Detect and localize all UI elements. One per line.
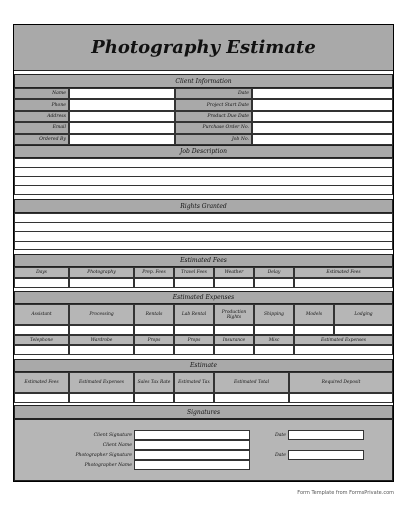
estimate-value-cell[interactable] (214, 393, 289, 403)
expenses-column-header: Lodging (334, 304, 393, 325)
rights-granted-header: Rights Granted (14, 199, 393, 213)
expenses-value-cell[interactable] (134, 345, 174, 355)
client-input[interactable] (252, 111, 393, 122)
estimate-header: Estimate (14, 359, 393, 372)
fees-value-cell[interactable] (14, 278, 69, 288)
estimate-value-cell[interactable] (134, 393, 174, 403)
signature-field[interactable] (134, 440, 250, 450)
expenses-column-header: Wardrobe (69, 335, 134, 345)
fees-column-header: Days (14, 267, 69, 278)
expenses-column-header: Estimated Expenses (294, 335, 393, 345)
signature-label: Photographer Name (84, 462, 132, 468)
expenses-column-header: Processing (69, 304, 134, 325)
expenses-value-cell[interactable] (174, 345, 214, 355)
date-label: Date (275, 432, 286, 438)
estimate-value-cell[interactable] (14, 393, 69, 403)
expenses-value-cell[interactable] (214, 325, 254, 335)
fees-column-header: Estimated Fees (294, 267, 393, 278)
client-label: Job No. (175, 134, 252, 145)
client-label: Phone (14, 99, 69, 110)
client-label: Ordered By (14, 134, 69, 145)
job-description-header: Job Description (14, 145, 393, 158)
expenses-column-header: Insurance (214, 335, 254, 345)
fees-column-header: Prep. Fees (134, 267, 174, 278)
expenses-value-cell[interactable] (254, 345, 294, 355)
client-input[interactable] (252, 122, 393, 133)
signature-label: Photographer Signature (75, 452, 132, 458)
fees-value-cell[interactable] (214, 278, 254, 288)
job-line (14, 176, 393, 177)
job-line (14, 167, 393, 168)
expenses-column-header: Props (174, 335, 214, 345)
client-label: Product Due Date (175, 111, 252, 122)
expenses-value-cell[interactable] (214, 345, 254, 355)
expenses-column-header: Production Rights (214, 304, 254, 325)
expenses-column-header: Rentals (134, 304, 174, 325)
expenses-value-cell[interactable] (69, 345, 134, 355)
client-input[interactable] (252, 88, 393, 99)
estimate-value-cell[interactable] (69, 393, 134, 403)
fees-value-cell[interactable] (69, 278, 134, 288)
fees-column-header: Delay (254, 267, 294, 278)
date-field[interactable] (288, 450, 364, 460)
fees-value-cell[interactable] (294, 278, 393, 288)
date-label: Date (275, 452, 286, 458)
client-input[interactable] (69, 122, 175, 133)
rights-line (14, 222, 393, 223)
rights-line (14, 231, 393, 232)
expenses-column-header: Assistant (14, 304, 69, 325)
client-label: Project Start Date (175, 99, 252, 110)
client-info-header: Client Information (14, 74, 393, 88)
client-label: Purchase Order No. (175, 122, 252, 133)
expenses-column-header: Lab Rental (174, 304, 214, 325)
client-label: Name (14, 88, 69, 99)
expenses-column-header: Misc (254, 335, 294, 345)
signature-label: Client Signature (93, 432, 132, 438)
signature-field[interactable] (134, 430, 250, 440)
estimate-value-cell[interactable] (174, 393, 214, 403)
estimate-value-cell[interactable] (289, 393, 393, 403)
footer-credit: Form Template from FormsPrivate.com (297, 490, 394, 496)
fees-value-cell[interactable] (174, 278, 214, 288)
expenses-value-cell[interactable] (69, 325, 134, 335)
client-label: Email (14, 122, 69, 133)
page-title: Photography Estimate (14, 25, 393, 71)
estimated-expenses-header: Estimated Expenses (14, 291, 393, 304)
date-field[interactable] (288, 430, 364, 440)
client-label: Date (175, 88, 252, 99)
fees-value-cell[interactable] (134, 278, 174, 288)
estimate-column-header: Estimated Expenses (69, 372, 134, 393)
expenses-value-cell[interactable] (134, 325, 174, 335)
client-input[interactable] (252, 134, 393, 145)
expenses-value-cell[interactable] (334, 325, 393, 335)
estimate-column-header: Estimated Fees (14, 372, 69, 393)
expenses-value-cell[interactable] (294, 345, 393, 355)
expenses-value-cell[interactable] (254, 325, 294, 335)
client-input[interactable] (69, 134, 175, 145)
estimate-column-header: Sales Tax Rate (134, 372, 174, 393)
client-input[interactable] (69, 99, 175, 110)
client-input[interactable] (252, 99, 393, 110)
estimated-fees-header: Estimated Fees (14, 254, 393, 267)
signature-field[interactable] (134, 450, 250, 460)
estimate-column-header: Estimated Tax (174, 372, 214, 393)
expenses-column-header: Telephone (14, 335, 69, 345)
fees-column-header: Travel Fees (174, 267, 214, 278)
client-input[interactable] (69, 111, 175, 122)
expenses-value-cell[interactable] (174, 325, 214, 335)
rights-line (14, 241, 393, 242)
fees-column-header: Weather (214, 267, 254, 278)
client-input[interactable] (69, 88, 175, 99)
client-label: Address (14, 111, 69, 122)
expenses-column-header: Models (294, 304, 334, 325)
expenses-value-cell[interactable] (294, 325, 334, 335)
fees-column-header: Photography (69, 267, 134, 278)
expenses-column-header: Props (134, 335, 174, 345)
estimate-column-header: Estimated Total (214, 372, 289, 393)
signature-field[interactable] (134, 460, 250, 470)
estimate-column-header: Required Deposit (289, 372, 393, 393)
signature-label: Client Name (102, 442, 132, 448)
signatures-header: Signatures (14, 405, 393, 419)
expenses-value-cell[interactable] (14, 345, 69, 355)
job-line (14, 185, 393, 186)
expenses-column-header: Shipping (254, 304, 294, 325)
expenses-value-cell[interactable] (14, 325, 69, 335)
fees-value-cell[interactable] (254, 278, 294, 288)
